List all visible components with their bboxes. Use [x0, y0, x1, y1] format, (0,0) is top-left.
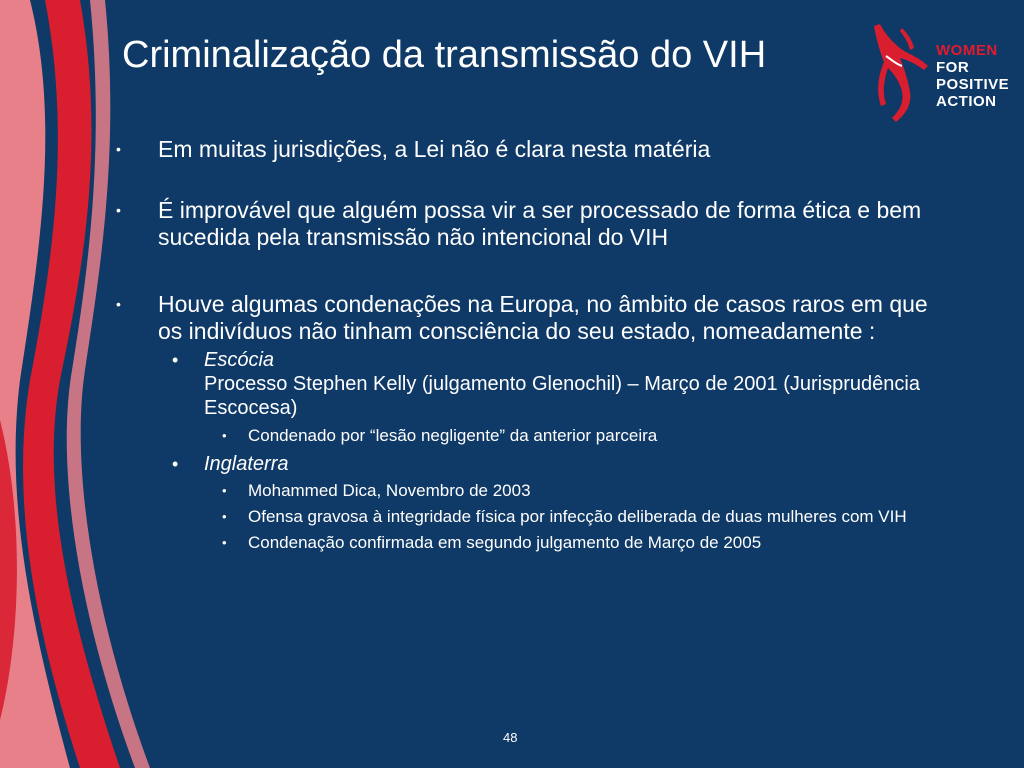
bullet-3 [116, 291, 946, 345]
sub-bullet-england [116, 452, 946, 476]
logo-line-positive: POSITIVE [936, 76, 1010, 93]
bullet-dot: • [116, 141, 121, 157]
scotland-case: Processo Stephen Kelly (julgamento Glenochil) – Março de 2001 (Jurisprudência Escocesa) [204, 373, 920, 419]
logo-line-women: WOMEN [936, 42, 998, 59]
bullet-dot: • [172, 454, 179, 474]
bullet-dot: • [222, 483, 227, 498]
logo-line-action: ACTION [936, 93, 997, 110]
page-number: 48 [503, 730, 518, 745]
scotland-detail [116, 426, 946, 446]
england-detail-1-text: Mohammed Dica, Novembro de 2003 [248, 481, 531, 500]
bullet-1 [116, 136, 946, 163]
bullet-dot: • [222, 509, 227, 524]
england-detail-1 [116, 481, 946, 501]
bullet-dot: • [222, 535, 227, 550]
slide-title: Criminalização da transmissão do VIH [122, 34, 767, 76]
dancer-icon [866, 18, 936, 133]
bullet-dot: • [172, 350, 179, 370]
slide-body [116, 136, 946, 553]
scotland-label: Escócia [204, 349, 275, 371]
england-detail-3 [116, 533, 946, 553]
bullet-dot: • [116, 202, 121, 218]
wfpa-logo [866, 18, 1016, 133]
bullet-3-text: Houve algumas condenações na Europa, no âmbito de casos raros em que os indivíduos não tinham consciência do seu estado, nomeadamente : [158, 291, 928, 344]
sub-bullet-scotland [116, 348, 946, 420]
england-label: Inglaterra [204, 453, 289, 475]
bullet-2-text: É improvável que alguém possa vir a ser processado de forma ética e bem sucedida pela transmissão não intencional do VIH [158, 197, 922, 250]
logo-wordmark [936, 42, 1009, 110]
scotland-detail-text: Condenado por “lesão negligente” da anterior parceira [248, 426, 658, 445]
bullet-2 [116, 197, 946, 251]
bullet-1-text: Em muitas jurisdições, a Lei não é clara nesta matéria [158, 136, 711, 162]
bullet-dot: • [116, 296, 121, 312]
bullet-dot: • [222, 428, 227, 443]
logo-line-for: FOR [936, 59, 970, 76]
england-detail-2-text: Ofensa gravosa à integridade física por infecção deliberada de duas mulheres com VIH [248, 507, 907, 526]
england-detail-3-text: Condenação confirmada em segundo julgamento de Março de 2005 [248, 533, 762, 552]
england-detail-2 [116, 507, 946, 527]
